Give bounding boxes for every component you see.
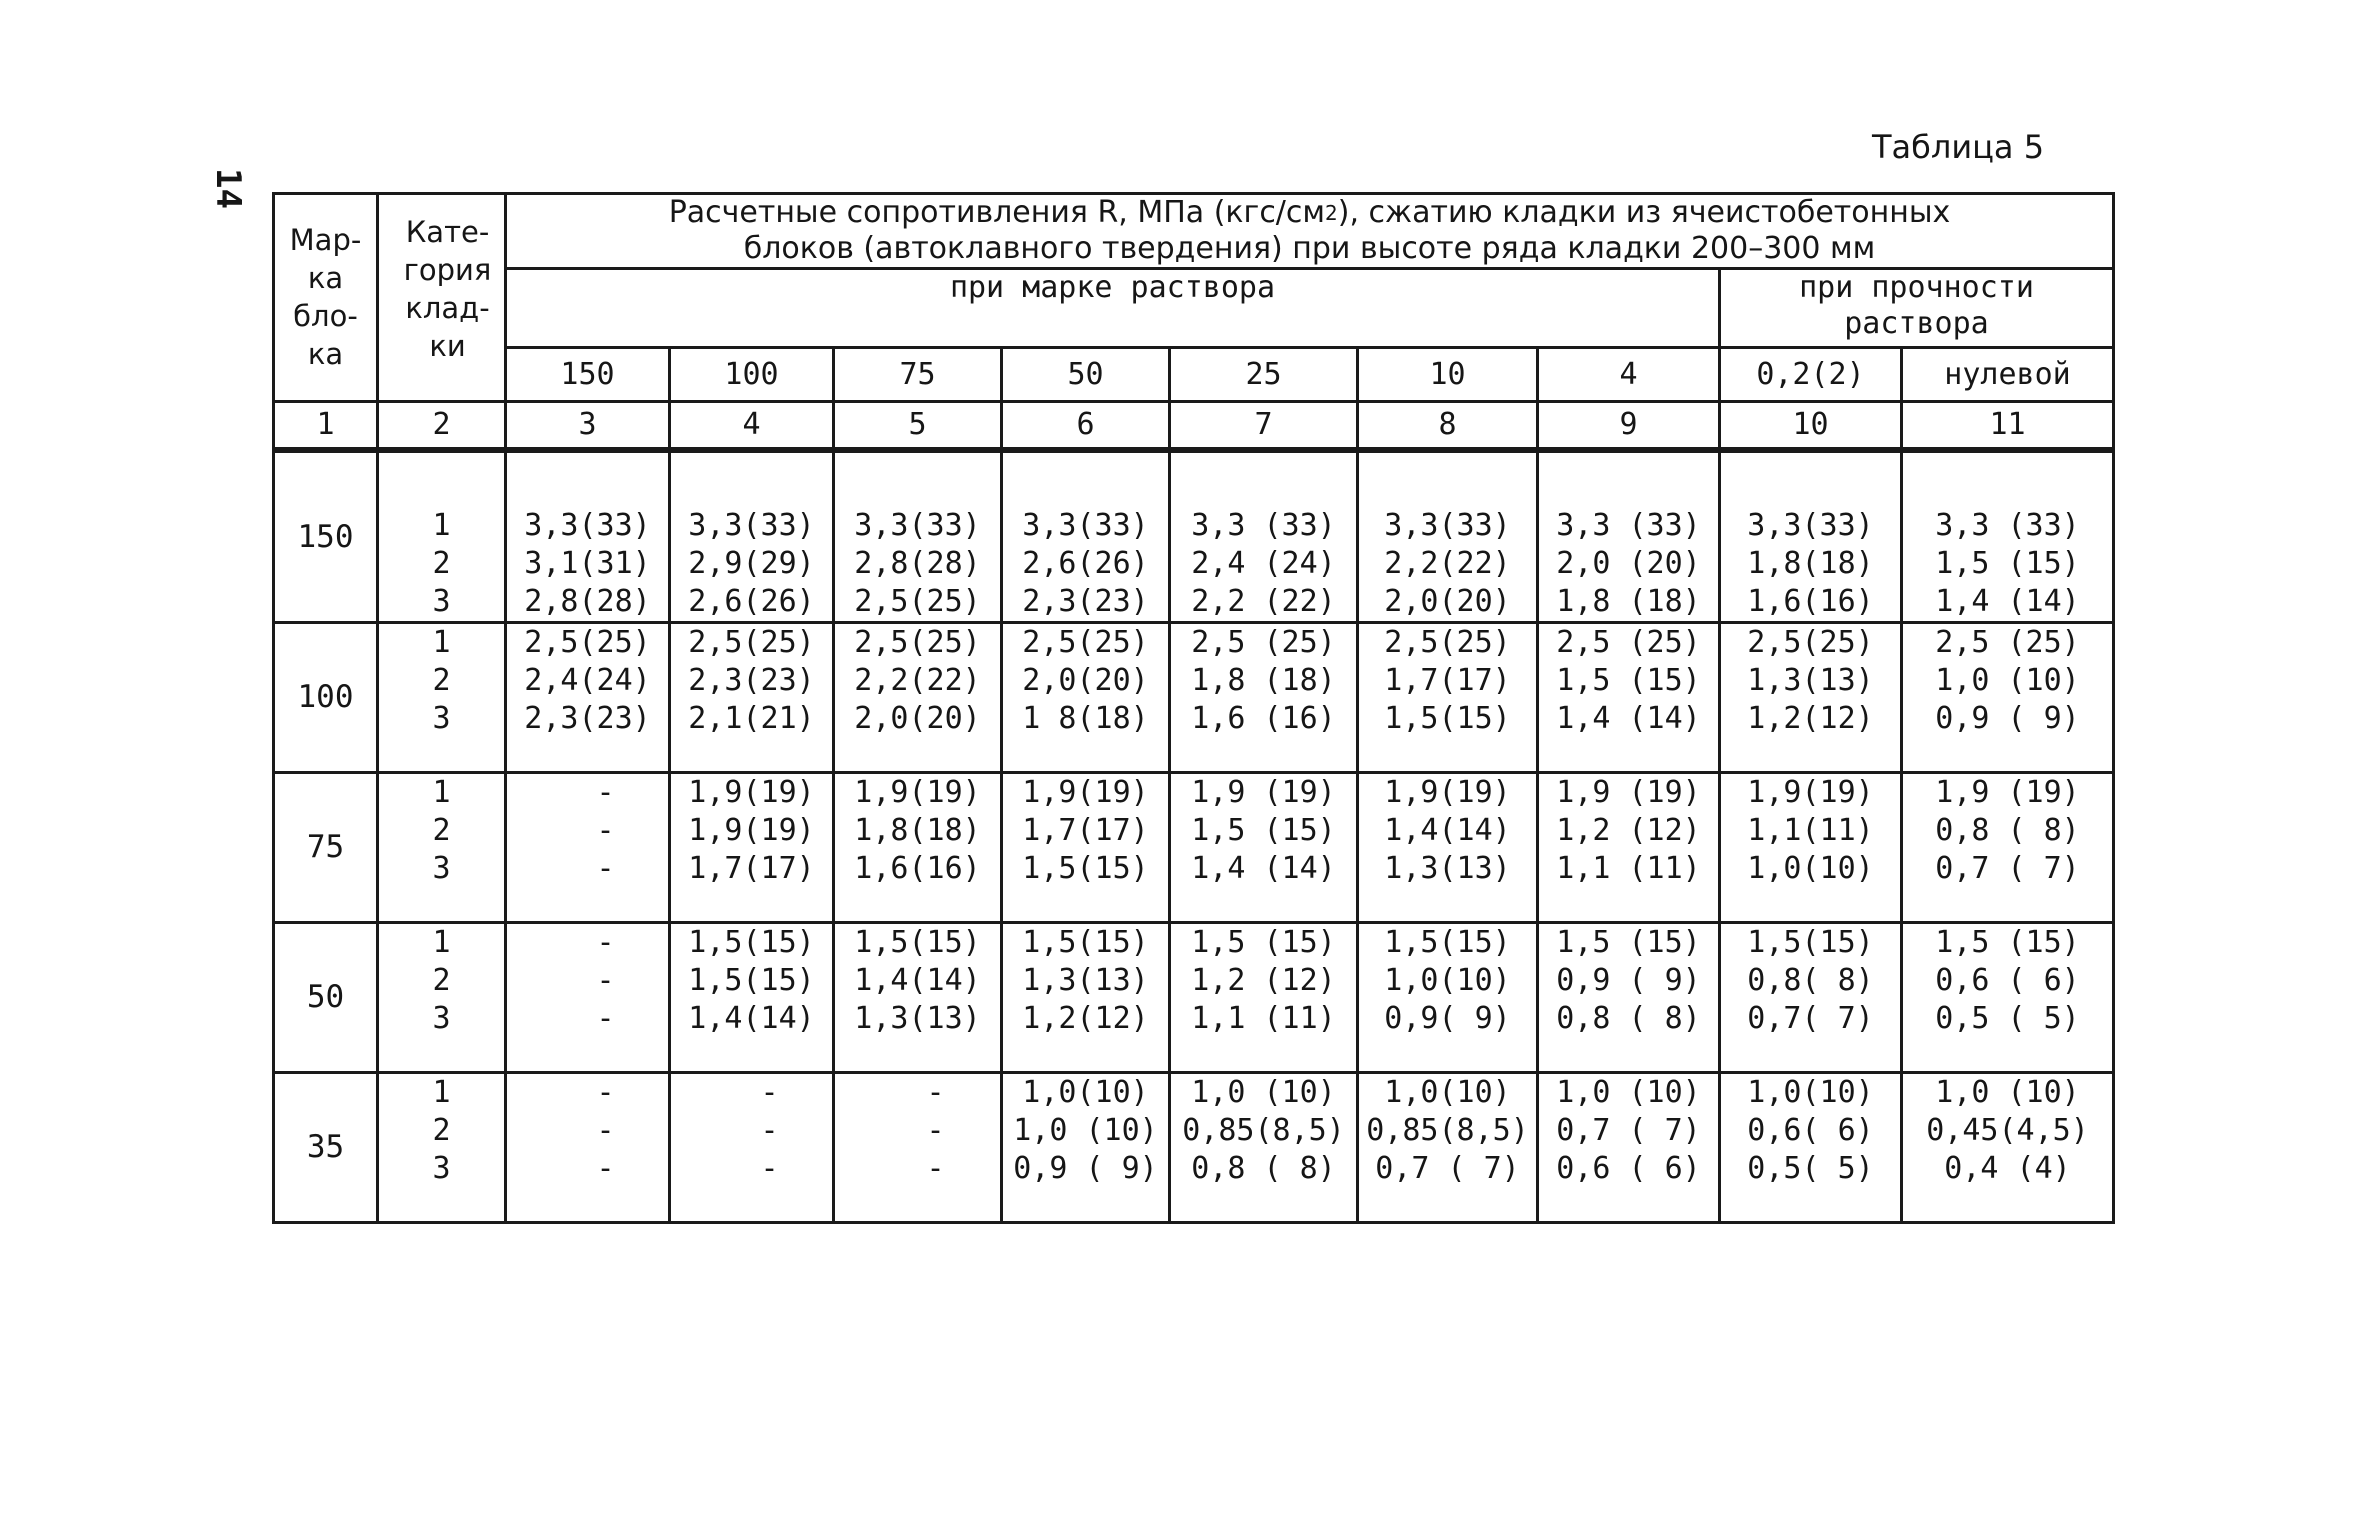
value-cell: 1,5 (15) 0,9 ( 9) 0,8 ( 8) (1538, 922, 1720, 1072)
category-cell: 1 2 3 (378, 622, 506, 772)
sub-col-75: 75 (834, 348, 1002, 402)
header-title-superscript: 2 (1325, 201, 1338, 225)
value-cell: 1,9 (19) 1,5 (15) 1,4 (14) (1170, 772, 1358, 922)
value-cell: 1,9 (19) 1,2 (12) 1,1 (11) (1538, 772, 1720, 922)
col-number: 7 (1170, 402, 1358, 450)
value-cell: 1,5 (15) 0,6 ( 6) 0,5 ( 5) (1902, 922, 2114, 1072)
value-cell: 1,9(19) 1,1(11) 1,0(10) (1720, 772, 1902, 922)
value-cell: 1,5(15) 1,4(14) 1,3(13) (834, 922, 1002, 1072)
value-cell: - - - (506, 772, 670, 922)
block-mark-cell: 75 (274, 772, 378, 922)
value-cell: 1,9(19) 1,4(14) 1,3(13) (1358, 772, 1538, 922)
category-cell: 1 2 3 (378, 772, 506, 922)
sub-col-150: 150 (506, 348, 670, 402)
header-group-mortar-grade: при марке раствора (506, 269, 1720, 348)
table-caption: Таблица 5 (1872, 128, 2045, 166)
category-cell: 1 2 3 (378, 1072, 506, 1222)
col-number: 11 (1902, 402, 2114, 450)
value-cell: 1,5(15) 1,0(10) 0,9( 9) (1358, 922, 1538, 1072)
value-cell: - - - (506, 1072, 670, 1222)
header-title-part1: Расчетные сопротивления R, МПа (кгс/см (668, 195, 1326, 230)
header-title (506, 194, 2114, 269)
block-mark-cell: 100 (274, 622, 378, 772)
col-number: 10 (1720, 402, 1902, 450)
value-cell: 2,5 (25) 1,5 (15) 1,4 (14) (1538, 622, 1720, 772)
sub-col-10: 10 (1358, 348, 1538, 402)
value-cell: 1,9(19) 1,7(17) 1,5(15) (1002, 772, 1170, 922)
value-cell: 3,3 (33) 1,5 (15) 1,4 (14) (1902, 450, 2114, 623)
col-number: 3 (506, 402, 670, 450)
header-block-mark: Мар- ка бло- ка (274, 194, 378, 402)
category-cell: 1 2 3 (378, 922, 506, 1072)
value-cell: 1,5(15) 1,5(15) 1,4(14) (670, 922, 834, 1072)
value-cell: 1,5(15) 0,8( 8) 0,7( 7) (1720, 922, 1902, 1072)
value-cell: 1,5 (15) 1,2 (12) 1,1 (11) (1170, 922, 1358, 1072)
resistance-table (272, 192, 2115, 1224)
table-row (274, 622, 2114, 772)
sub-col-100: 100 (670, 348, 834, 402)
page-number: 14 (208, 168, 248, 209)
col-number: 4 (670, 402, 834, 450)
value-cell: 1,9(19) 1,8(18) 1,6(16) (834, 772, 1002, 922)
value-cell: 1,0 (10) 0,7 ( 7) 0,6 ( 6) (1538, 1072, 1720, 1222)
value-cell: 2,5(25) 2,0(20) 1 8(18) (1002, 622, 1170, 772)
header-title-line2: блоков (автоклавного твердения) при высоте ряда кладки 200–300 мм (743, 231, 1876, 266)
value-cell: - - - (670, 1072, 834, 1222)
value-cell: 2,5(25) 2,4(24) 2,3(23) (506, 622, 670, 772)
table-body (274, 450, 2114, 1223)
value-cell: - - - (506, 922, 670, 1072)
value-cell: 3,3(33) 2,8(28) 2,5(25) (834, 450, 1002, 623)
value-cell: 2,5(25) 1,3(13) 1,2(12) (1720, 622, 1902, 772)
table-row (274, 450, 2114, 623)
value-cell: 1,0(10) 1,0 (10) 0,9 ( 9) (1002, 1072, 1170, 1222)
table-row (274, 772, 2114, 922)
table-row (274, 922, 2114, 1072)
value-cell: 1,0 (10) 0,85(8,5) 0,8 ( 8) (1170, 1072, 1358, 1222)
sub-col-50: 50 (1002, 348, 1170, 402)
col-number: 9 (1538, 402, 1720, 450)
sub-col-25: 25 (1170, 348, 1358, 402)
sub-col-zero: нулевой (1902, 348, 2114, 402)
value-cell: 1,0 (10) 0,45(4,5) 0,4 (4) (1902, 1072, 2114, 1222)
sub-col-4: 4 (1538, 348, 1720, 402)
block-mark-cell: 150 (274, 450, 378, 623)
value-cell: 3,3(33) 2,6(26) 2,3(23) (1002, 450, 1170, 623)
header-title-part2: ), сжатию кладки из ячеистобетонных (1337, 195, 1951, 230)
value-cell: 1,0(10) 0,85(8,5) 0,7 ( 7) (1358, 1072, 1538, 1222)
value-cell: 3,3(33) 2,2(22) 2,0(20) (1358, 450, 1538, 623)
col-number: 8 (1358, 402, 1538, 450)
value-cell: 2,5(25) 2,2(22) 2,0(20) (834, 622, 1002, 772)
value-cell: 3,3 (33) 2,0 (20) 1,8 (18) (1538, 450, 1720, 623)
value-cell: 2,5(25) 2,3(23) 2,1(21) (670, 622, 834, 772)
table-row (274, 1072, 2114, 1222)
value-cell: 2,5(25) 1,7(17) 1,5(15) (1358, 622, 1538, 772)
header-category: Кате- гория клад- ки (378, 194, 506, 402)
value-cell: 3,3(33) 2,9(29) 2,6(26) (670, 450, 834, 623)
category-cell: 1 2 3 (378, 450, 506, 623)
value-cell: 2,5 (25) 1,0 (10) 0,9 ( 9) (1902, 622, 2114, 772)
col-number: 5 (834, 402, 1002, 450)
value-cell: 3,3(33) 1,8(18) 1,6(16) (1720, 450, 1902, 623)
value-cell: 1,0(10) 0,6( 6) 0,5( 5) (1720, 1072, 1902, 1222)
block-mark-cell: 50 (274, 922, 378, 1072)
value-cell: 1,9(19) 1,9(19) 1,7(17) (670, 772, 834, 922)
header-group-mortar-strength: при прочности раствора (1720, 269, 2114, 348)
value-cell: 1,5(15) 1,3(13) 1,2(12) (1002, 922, 1170, 1072)
value-cell: 3,3 (33) 2,4 (24) 2,2 (22) (1170, 450, 1358, 623)
value-cell: 2,5 (25) 1,8 (18) 1,6 (16) (1170, 622, 1358, 772)
sub-col-0-2: 0,2(2) (1720, 348, 1902, 402)
value-cell: 3,3(33) 3,1(31) 2,8(28) (506, 450, 670, 623)
value-cell: - - - (834, 1072, 1002, 1222)
col-number: 6 (1002, 402, 1170, 450)
block-mark-cell: 35 (274, 1072, 378, 1222)
col-number: 2 (378, 402, 506, 450)
col-number: 1 (274, 402, 378, 450)
value-cell: 1,9 (19) 0,8 ( 8) 0,7 ( 7) (1902, 772, 2114, 922)
